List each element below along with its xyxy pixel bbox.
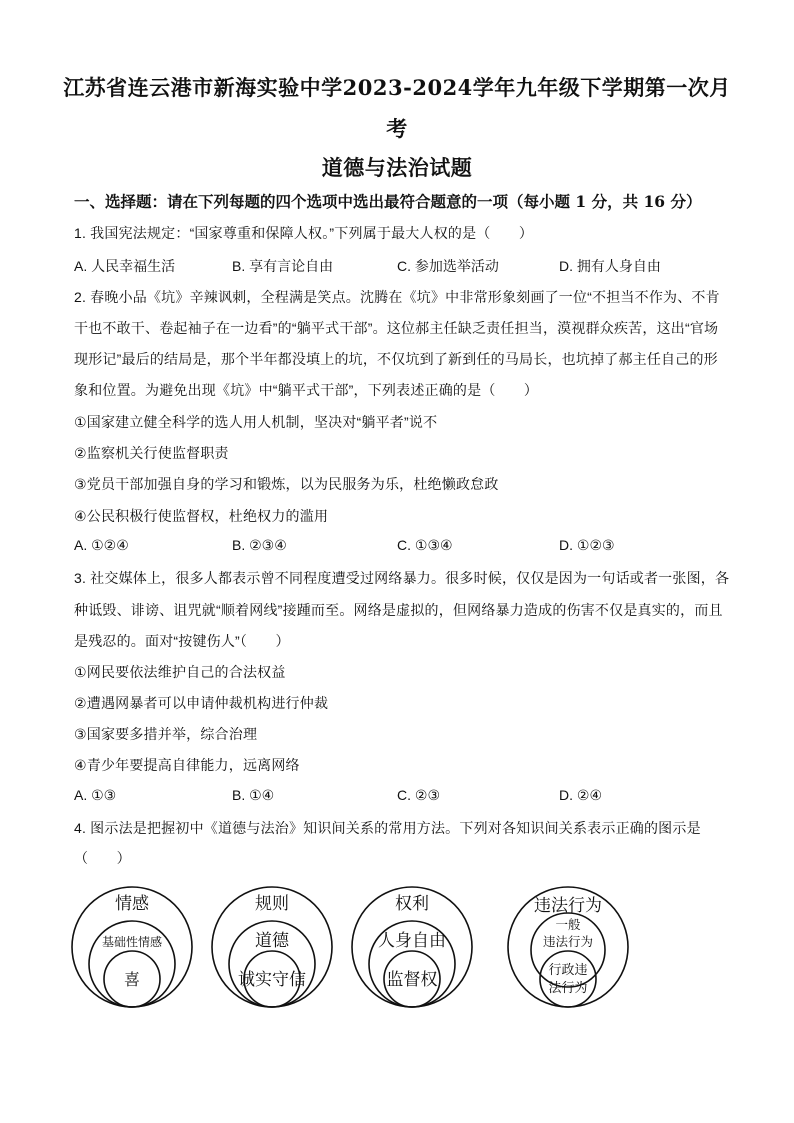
diagram-a-middle-label: 基础性情感 (101, 935, 163, 949)
diagram-a (72, 887, 192, 1007)
q1-option-c: C. 参加选举活动 (397, 258, 499, 274)
exam-subtitle: 道德与法治试题 (321, 155, 473, 180)
diagram-d (508, 887, 628, 1007)
diagram-c (352, 887, 472, 1007)
q3-option-c: C. ②③ (397, 787, 440, 803)
q2-option-a: A. ①②④ (74, 537, 129, 553)
diagram-a-outer-label: 情感 (115, 894, 149, 914)
diagram-d-middle-label-1: 一般 (555, 917, 581, 932)
q2-stem-line: 现形记”最后的结局是，那个半年都没填上的坑，不仅坑到了新到任的马局长，也坑掉了郝主任自己的形 (74, 351, 718, 367)
diagram-d-inner-circle (540, 951, 596, 1007)
q3-statement-1: ①网民要依法维护自己的合法权益 (74, 664, 286, 680)
q2-statement-2: ②监察机关行使监督职责 (74, 445, 229, 461)
q2-statement-3: ③党员干部加强自身的学习和锻炼，以为民服务为乐，杜绝懒政怠政 (74, 476, 499, 492)
diagram-d-outer-label: 违法行为 (534, 896, 602, 916)
q4-stem-line: 4. 图示法是把握初中《道德与法治》知识间关系的常用方法。下列对各知识间关系表示正确的图示是 (74, 820, 701, 836)
q3-statement-4: ④青少年要提高自律能力，远离网络 (74, 757, 300, 773)
q3-option-a: A. ①③ (74, 787, 117, 803)
q2-option-b: B. ②③④ (232, 537, 287, 553)
q4-diagram-svg (66, 882, 646, 1012)
diagram-b-middle-label: 道德 (255, 931, 289, 951)
q4-stem-line: （ ） (74, 850, 131, 866)
diagram-c-middle-label: 人身自由 (378, 931, 446, 951)
diagram-d-middle-label-2: 违法行为 (542, 934, 594, 949)
q4-diagrams (66, 882, 646, 1017)
exam-title-line2: 考 (386, 116, 408, 141)
q2-stem-line: 干也不敢干、卷起袖子在一边看”的“躺平式干部”。这位郝主任缺乏责任担当，漠视群众疾苦，这出“官场 (74, 320, 719, 336)
q2-option-d: D. ①②③ (559, 537, 615, 553)
q2-stem-line: 2. 春晚小品《坑》辛辣讽刺，全程满是笑点。沈腾在《坑》中非常形象刻画了一位“不担当不作为、不肯 (74, 289, 720, 305)
q2-option-c: C. ①③④ (397, 537, 453, 553)
q3-stem-line: 是残忍的。面对“按键伤人”（ ） (74, 633, 290, 649)
q3-statement-3: ③国家要多措并举，综合治理 (74, 726, 258, 742)
q3-statement-2: ②遭遇网暴者可以申请仲裁机构进行仲裁 (74, 695, 329, 711)
diagram-d-inner-label-2: 法行为 (548, 981, 588, 996)
q1-option-a: A. 人民幸福生活 (74, 258, 176, 274)
diagram-b (212, 887, 332, 1007)
q2-statement-4: ④公民积极行使监督权，杜绝权力的滥用 (74, 508, 329, 524)
diagram-b-outer-label: 规则 (255, 894, 289, 914)
q1-stem: 1. 我国宪法规定：“国家尊重和保障人权。”下列属于最大人权的是（ ） (74, 225, 534, 241)
section-heading: 一、选择题：请在下列每题的四个选项中选出最符合题意的一项（每小题 1 分，共 16 分） (74, 192, 702, 211)
diagram-c-inner-label: 监督权 (386, 970, 438, 990)
q2-statement-1: ①国家建立健全科学的选人用人机制，坚决对“躺平者”说不 (74, 414, 438, 430)
diagram-a-middle-circle (89, 921, 175, 1007)
exam-title-line1: 江苏省连云港市新海实验中学2023-2024学年九年级下学期第一次月 (63, 75, 731, 100)
q3-option-b: B. ①④ (232, 787, 275, 803)
diagram-b-inner-label: 诚实守信 (238, 970, 306, 990)
q1-option-d: D. 拥有人身自由 (559, 258, 661, 274)
q3-stem-line: 种诋毁、诽谤、诅咒就“顺着网线”接踵而至。网络是虚拟的，但网络暴力造成的伤害不仅是真实的，而且 (74, 602, 723, 618)
q3-stem-line: 3. 社交媒体上，很多人都表示曾不同程度遭受过网络暴力。很多时候，仅仅是因为一句话或者一张图，各 (74, 570, 730, 586)
q3-option-d: D. ②④ (559, 787, 602, 803)
diagram-c-outer-label: 权利 (395, 894, 429, 914)
diagram-a-inner-label: 喜 (123, 970, 141, 989)
q2-stem-line: 象和位置。为避免出现《坑》中“躺平式干部”，下列表述正确的是（ ） (74, 382, 539, 398)
diagram-d-inner-label-1: 行政违 (548, 963, 588, 978)
q1-option-b: B. 享有言论自由 (232, 258, 334, 274)
